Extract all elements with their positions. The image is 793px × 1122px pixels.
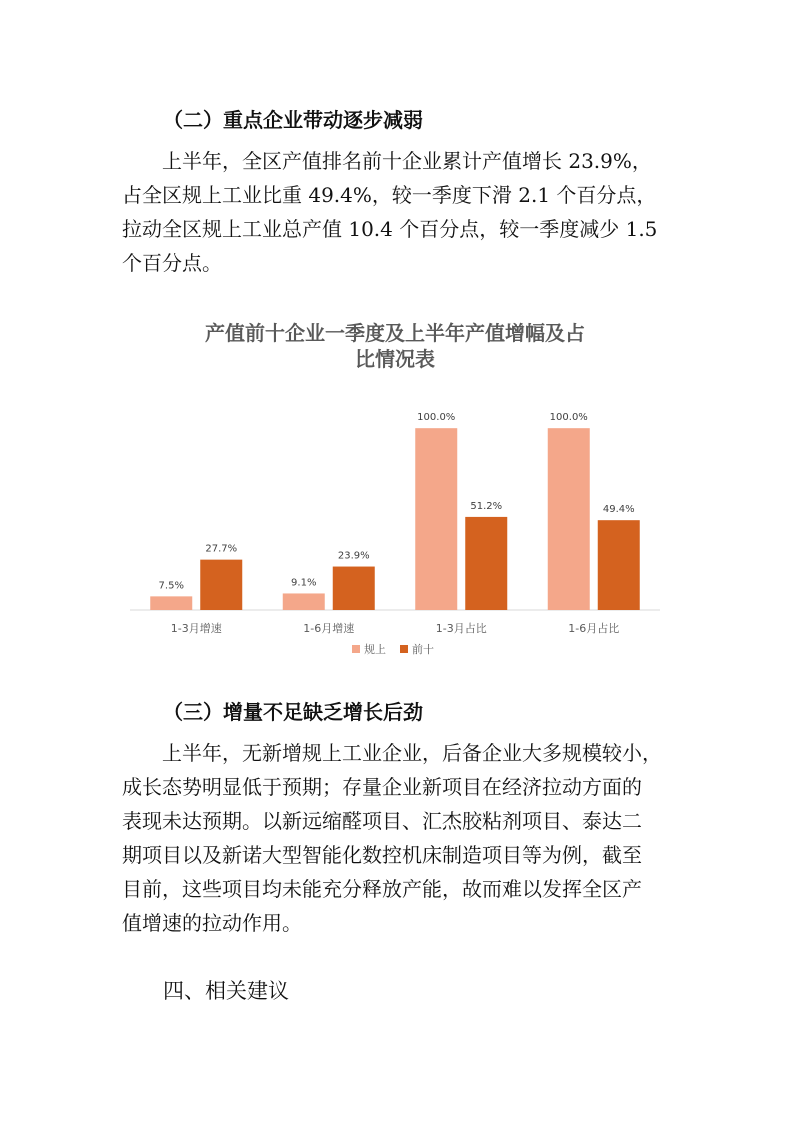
section3-heading: （三）增量不足缺乏增长后劲 [163,700,423,724]
x-tick-label: 1-6月增速 [303,622,355,635]
bar-qianshi [200,560,242,610]
bar-qianshi [333,567,375,610]
data-label: 100.0% [549,412,588,424]
section2-paragraph [122,144,670,280]
legend-swatch [400,645,408,653]
legend-swatch [352,645,360,653]
chart-title-line2: 比情况表 [355,347,435,371]
section4-heading: 四、相关建议 [163,979,289,1003]
section2-heading: （二）重点企业带动逐步减弱 [163,108,423,132]
data-label: 7.5% [158,580,184,592]
x-tick-label: 1-6月占比 [568,622,620,635]
data-label: 27.7% [205,543,238,555]
bar-chart [120,390,680,670]
paragraph-line: 上半年，全区产值排名前十企业累计产值增长 23.9%， [162,149,652,173]
bar-guishang [415,428,457,610]
bar-guishang [548,428,590,610]
paragraph-line: 成长态势明显低于预期；存量企业新项目在经济拉动方面的 [122,775,642,799]
paragraph-line: 拉动全区规上工业总产值 10.4 个百分点，较一季度减少 1.5 [122,217,658,241]
legend-label: 规上 [364,643,386,656]
paragraph-line: 表现未达预期。以新远缩醛项目、汇杰胶粘剂项目、泰达二 [122,809,642,833]
bar-guishang [150,596,192,610]
bar-qianshi [598,520,640,610]
chart-title [130,320,660,372]
legend-label: 前十 [412,643,434,656]
paragraph-line: 期项目以及新诺大型智能化数控机床制造项目等为例，截至 [122,843,642,867]
paragraph-line: 占全区规上工业比重 49.4%，较一季度下滑 2.1 个百分点， [122,183,657,207]
x-tick-label: 1-3月占比 [435,622,487,635]
data-label: 49.4% [602,504,635,516]
paragraph-line: 上半年，无新增规上工业企业，后备企业大多规模较小， [162,741,662,765]
section3-paragraph [122,736,670,940]
paragraph-line: 目前，这些项目均未能充分释放产能，故而难以发挥全区产 [122,877,642,901]
paragraph-line: 个百分点。 [122,251,222,275]
x-tick-label: 1-3月增速 [170,622,222,635]
data-label: 100.0% [417,412,456,424]
bar-qianshi [465,517,507,610]
data-label: 23.9% [337,550,370,562]
chart-title-line1: 产值前十企业一季度及上半年产值增幅及占 [205,321,585,345]
data-label: 9.1% [291,577,317,589]
paragraph-line: 值增速的拉动作用。 [122,911,302,935]
data-label: 51.2% [470,500,503,512]
bar-guishang [283,593,325,610]
